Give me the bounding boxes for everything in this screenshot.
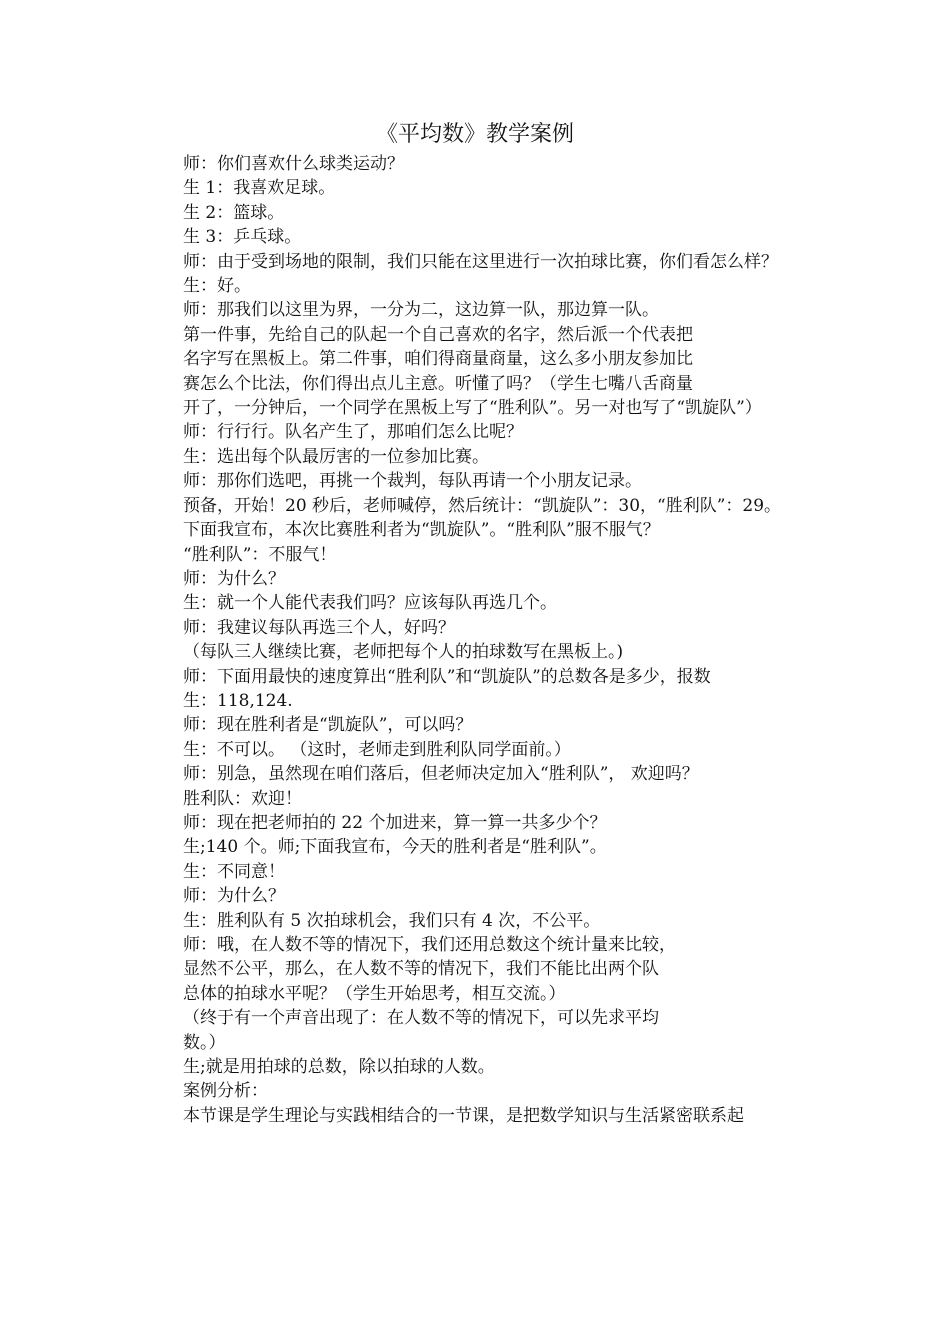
paragraph: 本节课是学生理论与实践相结合的一节课，是把数学知识与生活紧密联系起 — [183, 1105, 744, 1126]
paragraph: 生：不同意！ — [183, 861, 285, 882]
paragraph: 总体的拍球水平呢？（学生开始思考，相互交流。） — [183, 983, 566, 1004]
paragraph: 显然不公平，那么，在人数不等的情况下，我们不能比出两个队 — [183, 959, 659, 980]
paragraph: 下面我宣布，本次比赛胜利者为“凯旋队”。“胜利队”服不服气？ — [183, 520, 660, 541]
paragraph: 师：行行行。队名产生了，那咱们怎么比呢？ — [183, 422, 523, 443]
paragraph: 数。） — [183, 1032, 226, 1053]
paragraph: 名字写在黑板上。第二件事，咱们得商量商量，这么多小朋友参加比 — [183, 349, 693, 370]
paragraph: 生：选出每个队最厉害的一位参加比赛。 — [183, 446, 489, 467]
paragraph: 生：胜利队有 5 次拍球机会，我们只有 4 次，不公平。 — [183, 910, 601, 931]
paragraph: 生：好。 — [183, 276, 251, 297]
document-title: 《平均数》教学案例 — [375, 122, 574, 147]
paragraph: 师：现在把老师拍的 22 个加进来，算一算一共多少个？ — [183, 812, 607, 833]
paragraph: 师：那你们选吧，再挑一个裁判，每队再请一个小朋友记录。 — [183, 471, 642, 492]
document-body — [145, 152, 815, 1128]
paragraph: 师：下面用最快的速度算出“胜利队”和“凯旋队”的总数各是多少，报数 — [183, 666, 711, 687]
paragraph: 师：为什么？ — [183, 568, 285, 589]
paragraph: 第一件事，先给自己的队起一个自己喜欢的名字，然后派一个代表把 — [183, 324, 693, 345]
paragraph: 师：现在胜利者是“凯旋队”，可以吗？ — [183, 715, 473, 736]
paragraph: （终于有一个声音出现了：在人数不等的情况下，可以先求平均 — [183, 1008, 659, 1029]
paragraph: 预备，开始！20 秒后，老师喊停，然后统计：“凯旋队”：30，“胜利队”：29。 — [183, 495, 782, 516]
paragraph: 生;就是用拍球的总数，除以拍球的人数。 — [183, 1057, 495, 1078]
paragraph: 生 1：我喜欢足球。 — [183, 178, 336, 199]
paragraph: 赛怎么个比法，你们得出点儿主意。听懂了吗？（学生七嘴八舌商量 — [183, 373, 693, 394]
paragraph: 师：由于受到场地的限制，我们只能在这里进行一次拍球比赛，你们看怎么样？ — [183, 251, 778, 272]
paragraph: 师：为什么？ — [183, 886, 285, 907]
paragraph: “胜利队”：不服气！ — [183, 544, 337, 565]
paragraph: 师：别急，虽然现在咱们落后，但老师决定加入“胜利队”， 欢迎吗？ — [183, 764, 699, 785]
paragraph: 师：那我们以这里为界，一分为二，这边算一队，那边算一队。 — [183, 300, 659, 321]
paragraph: 生 2：篮球。 — [183, 202, 285, 223]
paragraph: 胜利队：欢迎！ — [183, 788, 302, 809]
paragraph: 生：不可以。 （这时，老师走到胜利队同学面前。） — [183, 739, 571, 760]
paragraph: 生 3：乒乓球。 — [183, 227, 302, 248]
paragraph: 师：你们喜欢什么球类运动？ — [183, 154, 404, 174]
paragraph: （每队三人继续比赛，老师把每个人的拍球数写在黑板上。) — [183, 642, 624, 663]
paragraph: 生：118,124. — [183, 690, 293, 711]
paragraph: 师：我建议每队再选三个人，好吗？ — [183, 617, 455, 638]
paragraph: 开了，一分钟后，一个同学在黑板上写了“胜利队”。另一对也写了“凯旋队”） — [183, 398, 762, 419]
paragraph: 案例分析： — [183, 1081, 268, 1102]
paragraph: 生：就一个人能代表我们吗？应该每队再选几个。 — [183, 593, 557, 614]
paragraph: 师：哦，在人数不等的情况下，我们还用总数这个统计量来比较， — [183, 935, 676, 955]
paragraph: 生;140 个。师;下面我宣布，今天的胜利者是“胜利队”。 — [183, 837, 607, 858]
